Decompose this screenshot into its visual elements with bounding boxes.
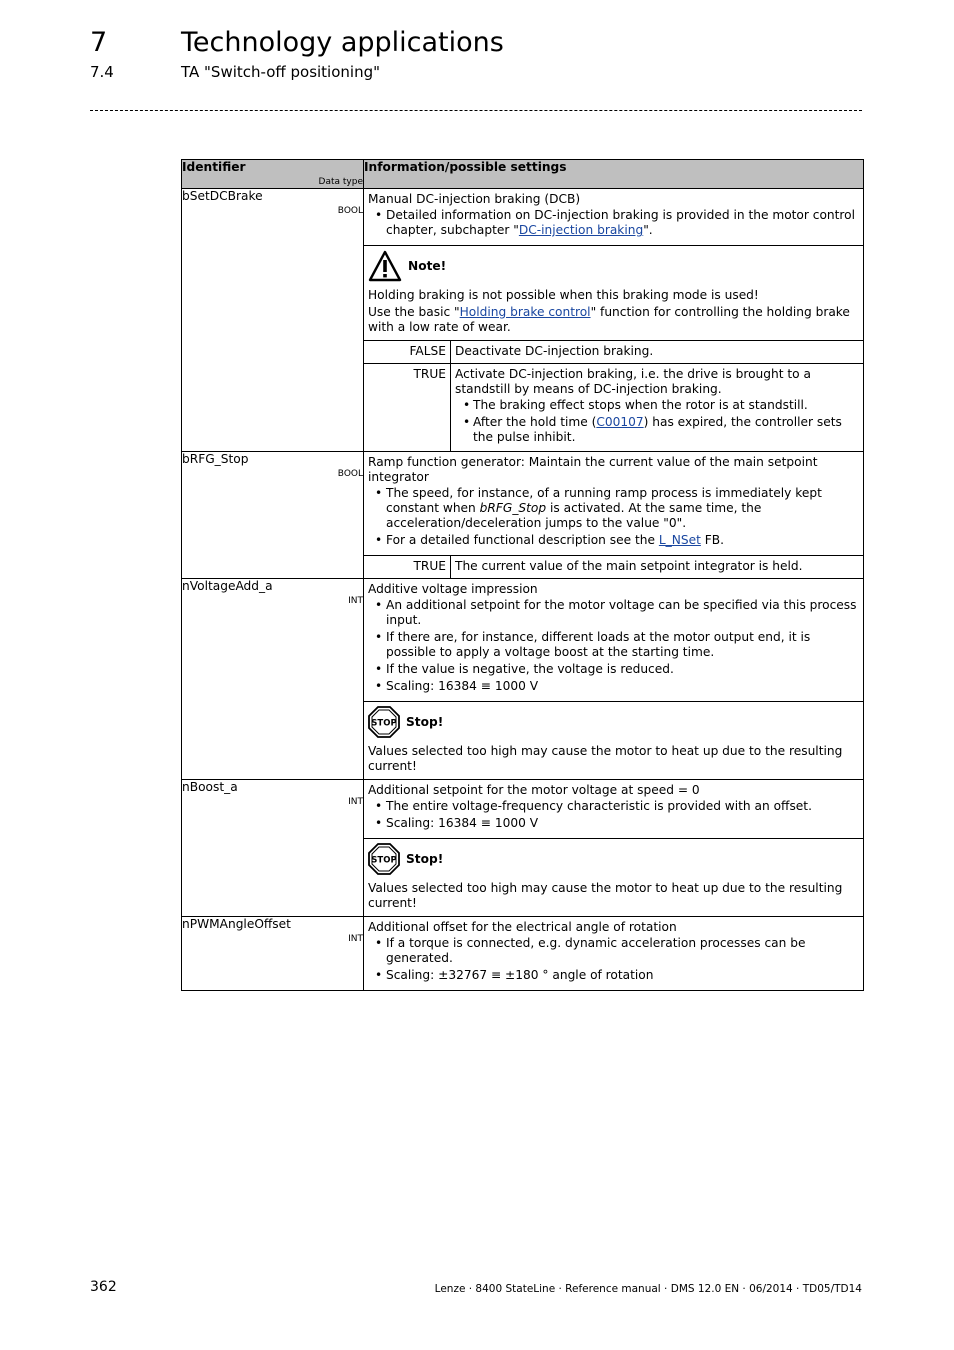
- identifier-cell: [182, 780, 364, 917]
- identifier-cell: [182, 189, 364, 452]
- description: Manual DC-injection braking (DCB): [368, 192, 581, 206]
- identifier-name: bSetDCBrake: [182, 189, 263, 203]
- chapter-number: 7: [90, 27, 108, 58]
- note-title: Note!: [408, 258, 447, 273]
- l-nset-link[interactable]: L_NSet: [658, 533, 701, 547]
- value-key: FALSE: [364, 341, 451, 364]
- value-table: [364, 555, 863, 578]
- identifier-name: nBoost_a: [182, 780, 238, 794]
- description: Additive voltage impression: [368, 582, 538, 596]
- table-header-row: [182, 160, 864, 189]
- note-box: [364, 245, 863, 340]
- warning-icon: [368, 250, 402, 282]
- identifier-cell: [182, 579, 364, 780]
- value-key: TRUE: [364, 556, 451, 579]
- c00107-link[interactable]: C00107: [596, 415, 644, 429]
- bullet-item: • Scaling: 16384 ≡ 1000 V: [386, 679, 859, 694]
- identifier-header-label: Identifier: [182, 160, 246, 174]
- datatype-header-label: Data type: [318, 177, 363, 187]
- parameter-table: [181, 159, 864, 991]
- svg-text:STOP: STOP: [371, 855, 397, 866]
- bullet-item: • Detailed information on DC-injection braking is provided in the motor control chapter, subchapter "DC-injection braking".: [386, 208, 859, 238]
- info-cell: [364, 917, 864, 991]
- description: Additional offset for the electrical angle of rotation: [368, 920, 677, 934]
- page-number: 362: [90, 1279, 117, 1295]
- info-cell: [364, 189, 864, 452]
- value-row-true: [364, 556, 863, 579]
- value-table: [364, 340, 863, 451]
- bullet-item: • For a detailed functional description see the L_NSet FB.: [386, 533, 859, 548]
- svg-text:STOP: STOP: [371, 718, 397, 729]
- stop-title: Stop!: [406, 714, 444, 729]
- note-text: Use the basic "Holding brake control" function for controlling the holding brake with a low rate of wear.: [368, 305, 850, 334]
- description: Ramp function generator: Maintain the current value of the main setpoint integrator: [368, 455, 818, 484]
- dc-injection-braking-link[interactable]: DC-injection braking: [518, 223, 644, 237]
- table-row: [182, 189, 864, 452]
- bullet-item: • An additional setpoint for the motor voltage can be specified via this process input.: [386, 598, 859, 628]
- stop-sign-icon: [368, 706, 400, 738]
- identifier-cell: [182, 917, 364, 991]
- value-description: [451, 364, 864, 452]
- bullet-item: • If a torque is connected, e.g. dynamic acceleration processes can be generated.: [386, 936, 859, 966]
- data-type: BOOL: [337, 469, 363, 479]
- value-key: TRUE: [364, 364, 451, 452]
- chapter-title: Technology applications: [181, 27, 504, 58]
- value-row-true: [364, 364, 863, 452]
- identifier-name: nPWMAngleOffset: [182, 917, 291, 931]
- table-row: [182, 452, 864, 579]
- data-type: INT: [348, 934, 363, 944]
- description: Additional setpoint for the motor voltage at speed = 0: [368, 783, 700, 797]
- table-row: [182, 579, 864, 780]
- bullet-item: • If the value is negative, the voltage is reduced.: [386, 662, 859, 677]
- header-rule: [90, 110, 862, 111]
- document-info: Lenze · 8400 StateLine · Reference manual · DMS 12.0 EN · 06/2014 · TD05/TD14: [434, 1283, 862, 1295]
- note-text: Holding braking is not possible when this braking mode is used!: [368, 288, 759, 302]
- info-cell: [364, 780, 864, 917]
- stop-box: [364, 701, 863, 779]
- identifier-header: [182, 160, 364, 189]
- section-title: TA "Switch-off positioning": [181, 63, 380, 81]
- section-number: 7.4: [90, 63, 114, 81]
- stop-box: [364, 838, 863, 916]
- stop-sign-icon: [368, 843, 400, 875]
- identifier-name: nVoltageAdd_a: [182, 579, 273, 593]
- bullet-item: • Scaling: ±32767 ≡ ±180 ° angle of rotation: [386, 968, 859, 983]
- bullet-item: • The speed, for instance, of a running ramp process is immediately kept constant when bRFG_Stop is activated. At the same time, the acceleration/deceleration jumps to the value "0".: [386, 486, 859, 531]
- info-header: Information/possible settings: [364, 160, 864, 189]
- value-description: Deactivate DC-injection braking.: [451, 341, 864, 364]
- identifier-cell: [182, 452, 364, 579]
- bullet-item: • The braking effect stops when the rotor is at standstill.: [473, 398, 859, 413]
- data-type: BOOL: [337, 206, 363, 216]
- bullet-item: • If there are, for instance, different loads at the motor output end, it is possible to apply a voltage boost at the starting time.: [386, 630, 859, 660]
- stop-title: Stop!: [406, 851, 444, 866]
- table-row: [182, 917, 864, 991]
- holding-brake-control-link[interactable]: Holding brake control: [459, 305, 591, 319]
- bullet-item: • After the hold time (C00107) has expired, the controller sets the pulse inhibit.: [473, 415, 859, 445]
- value-row-false: [364, 341, 863, 364]
- info-cell: [364, 452, 864, 579]
- identifier-name: bRFG_Stop: [182, 452, 249, 466]
- stop-text: Values selected too high may cause the motor to heat up due to the resulting current!: [368, 744, 843, 773]
- bullet-item: • The entire voltage-frequency characteristic is provided with an offset.: [386, 799, 859, 814]
- stop-text: Values selected too high may cause the motor to heat up due to the resulting current!: [368, 881, 843, 910]
- table-row: [182, 780, 864, 917]
- data-type: INT: [348, 797, 363, 807]
- bullet-item: • Scaling: 16384 ≡ 1000 V: [386, 816, 859, 831]
- info-cell: [364, 579, 864, 780]
- value-text: Activate DC-injection braking, i.e. the drive is brought to a standstill by means of DC-injection braking.: [455, 367, 811, 396]
- value-description: The current value of the main setpoint integrator is held.: [451, 556, 864, 579]
- data-type: INT: [348, 596, 363, 606]
